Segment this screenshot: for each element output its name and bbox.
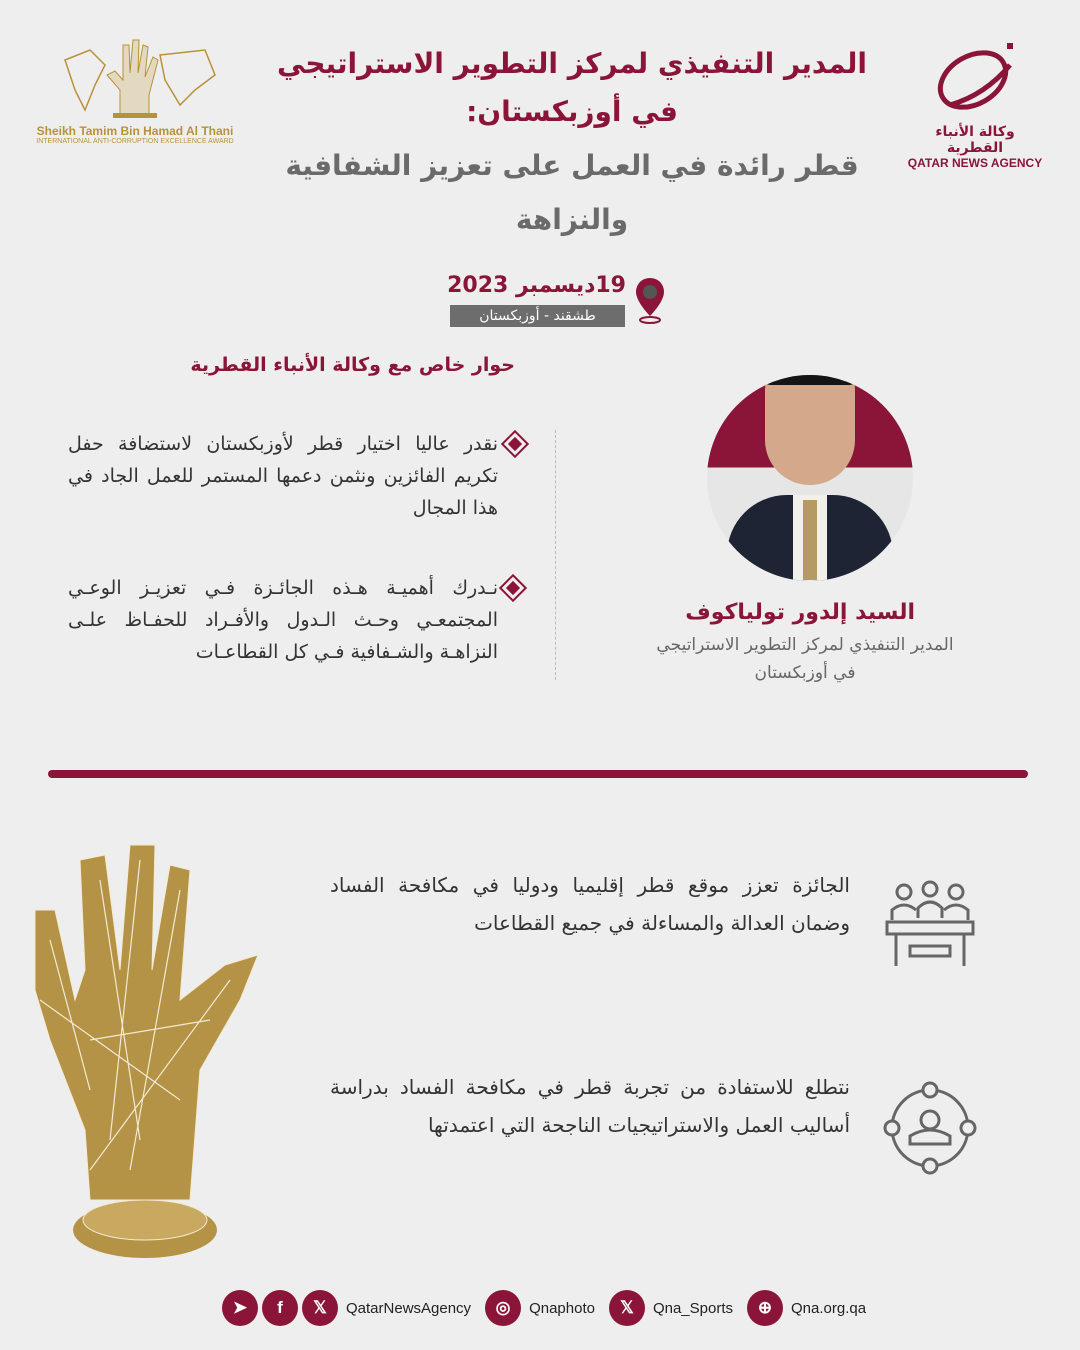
title-line-1: المدير التنفيذي لمركز التطوير الاستراتيجي — [277, 47, 867, 80]
award-logo — [30, 35, 240, 145]
title-line-4: والنزاهة — [515, 203, 629, 236]
x-sports-icon[interactable]: 𝕏 — [609, 1290, 645, 1326]
title-line-2: في أوزبكستان: — [466, 95, 678, 128]
location-badge: طشقند - أوزبكستان — [450, 305, 625, 327]
award-subtitle: INTERNATIONAL ANTI-CORRUPTION EXCELLENCE AWARD — [36, 138, 234, 145]
meeting-icon — [884, 880, 976, 972]
section-divider — [48, 770, 1028, 778]
hand-trophy-icon — [30, 840, 265, 1268]
qna-emblem-icon — [925, 35, 1025, 120]
date: 19ديسمبر 2023 — [447, 273, 626, 298]
title-line-3: قطر رائدة في العمل على تعزيز الشفافية — [285, 149, 859, 182]
point-2: نتطلع للاستفادة من تجربة قطر في مكافحة الفساد بدراسة أساليب العمل والاستراتيجيات الناجحة التي اعتمدتها — [330, 1075, 850, 1137]
award-name: Sheikh Tamim Bin Hamad Al Thani — [36, 124, 234, 138]
person-name: السيد إلدور تولياكوف — [685, 600, 915, 625]
quote-1: نقدر عاليا اختيار قطر لأوزبكستان لاستضافة حفل تكريم الفائزين ونثمن دعمها المستمر للعمل الجاد في هذا المجال — [68, 433, 498, 519]
footer-social — [222, 1290, 866, 1326]
bullet-diamond-icon — [502, 577, 525, 600]
person-title-2: في أوزبكستان — [754, 663, 856, 683]
network-person-icon — [882, 1080, 978, 1176]
qatarnewsagency-link[interactable]: QatarNewsAgency — [346, 1299, 472, 1317]
point-1: الجائزة تعزز موقع قطر إقليميا ودوليا في مكافحة الفساد وضمان العدالة والمساءلة في جميع القطاعات — [330, 873, 850, 935]
qna-logo — [905, 35, 1045, 170]
bullet-diamond-icon — [504, 433, 527, 456]
website-link[interactable]: Qna.org.qa — [791, 1299, 867, 1317]
globe-icon[interactable]: ⊕ — [747, 1290, 783, 1326]
person-title-1: المدير التنفيذي لمركز التطوير الاستراتيجي — [656, 635, 954, 655]
instagram-icon[interactable]: ◎ — [485, 1290, 521, 1326]
quote-2: نـدرك أهميـة هـذه الجائـزة فـي تعزيـز الوعـي المجتمعـي وحـث الـدول والأفـراد للحفـاظ علـى النزاهـة والشـفافية فـي كل القطاعـات — [68, 577, 498, 663]
interview-label: حوار خاص مع وكالة الأنباء القطرية — [190, 354, 515, 376]
location-pin-icon — [634, 276, 666, 324]
hand-globe-icon — [45, 35, 225, 120]
vertical-divider — [555, 430, 556, 680]
person-portrait — [707, 375, 913, 581]
qna-sports-link[interactable]: Qna_Sports — [652, 1299, 733, 1317]
x-icon[interactable]: 𝕏 — [302, 1290, 338, 1326]
facebook-icon[interactable]: f — [262, 1290, 298, 1326]
telegram-icon[interactable]: ➤ — [222, 1290, 258, 1326]
qna-arabic-name: وكالة الأنباء القطرية — [935, 124, 1015, 156]
qnaphoto-link[interactable]: Qnaphoto — [529, 1299, 595, 1317]
qna-english-name: QATAR NEWS AGENCY — [907, 156, 1043, 170]
